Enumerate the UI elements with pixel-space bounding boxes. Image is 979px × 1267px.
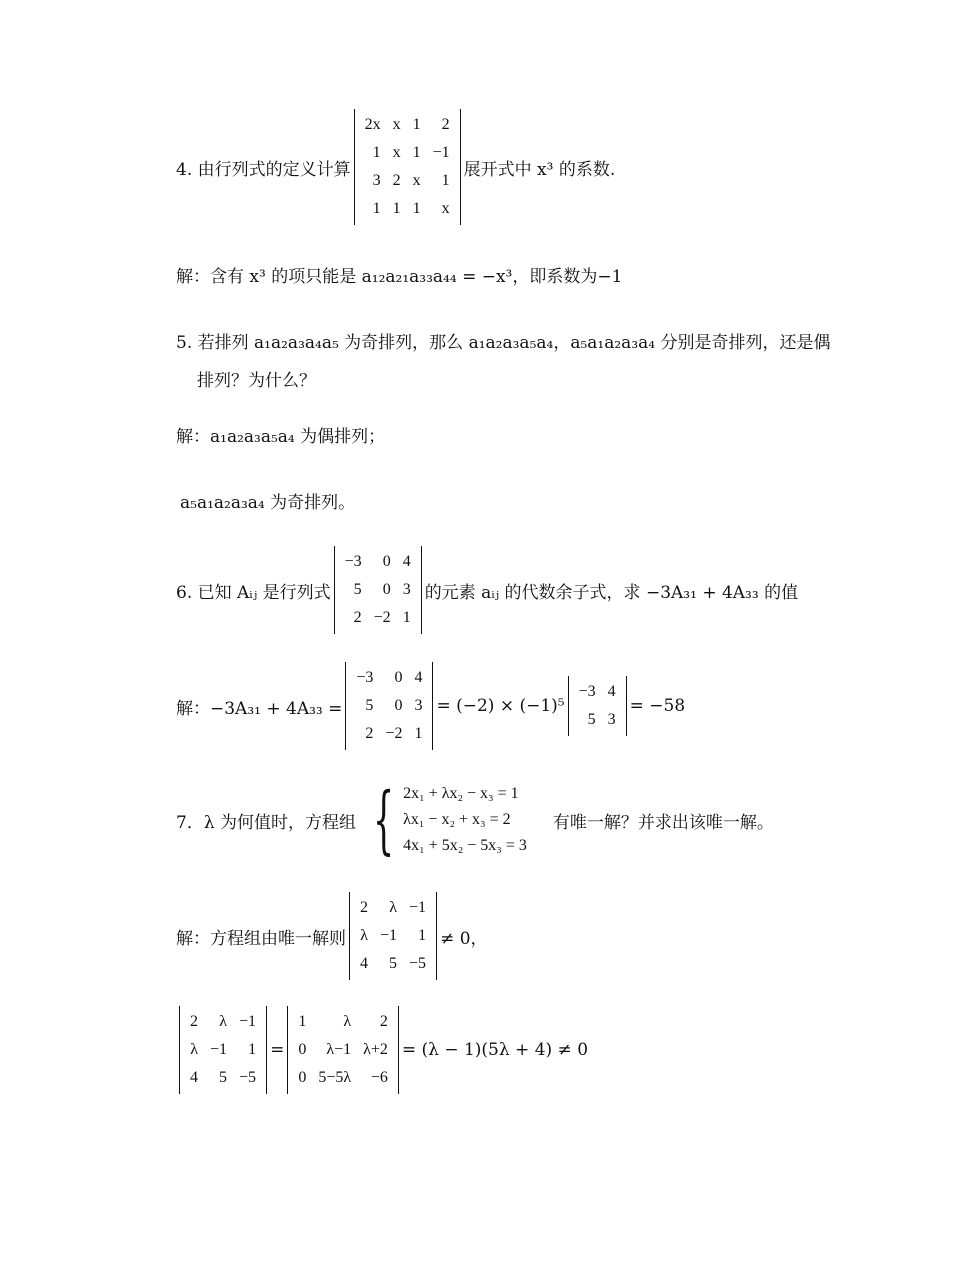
a6-result: = −58 bbox=[629, 696, 686, 716]
a5-line2: a₅a₁a₂a₃a₄ 为奇排列。 bbox=[180, 493, 356, 513]
matrix-cell: 1 bbox=[412, 144, 421, 161]
matrix-cell: −1 bbox=[409, 899, 427, 916]
matrix-cell: 3 bbox=[402, 581, 411, 598]
matrix-cell: −3 bbox=[578, 683, 596, 700]
matrix-cell: −3 bbox=[344, 553, 362, 570]
matrix-cell: 3 bbox=[372, 172, 381, 189]
matrix-cell: 5 bbox=[219, 1069, 228, 1086]
q4-prefix: 4. 由行列式的定义计算 bbox=[176, 159, 351, 180]
matrix-cell: −1 bbox=[239, 1013, 257, 1030]
matrix-cell: 1 bbox=[392, 200, 401, 217]
matrix-cell: 1 bbox=[412, 200, 421, 217]
a7b-eq: = bbox=[270, 1040, 285, 1060]
matrix-cell: 1 bbox=[414, 725, 423, 742]
matrix-cell: 5 bbox=[353, 581, 362, 598]
a4-label: 解： bbox=[176, 267, 210, 287]
q5-line1: 5. 若排列 a₁a₂a₃a₄a₅ 为奇排列，那么 a₁a₂a₃a₅a₄，a₅a₁a₂a₃a₄ 分别是奇排列，还是偶 bbox=[176, 333, 831, 353]
matrix-cell: −5 bbox=[409, 955, 427, 972]
matrix-row bbox=[292, 1064, 394, 1092]
matrix-cell: 1 bbox=[372, 144, 381, 161]
a7b-determinant-2 bbox=[287, 1006, 399, 1094]
matrix-cell: λ+2 bbox=[363, 1041, 388, 1058]
question-7 bbox=[176, 778, 774, 862]
matrix-row bbox=[359, 139, 456, 167]
matrix-cell: 1 bbox=[418, 927, 427, 944]
matrix-row bbox=[292, 1008, 394, 1036]
matrix-cell: 0 bbox=[382, 581, 391, 598]
a7-suffix: ≠ 0， bbox=[440, 928, 488, 949]
matrix-cell: 2 bbox=[441, 116, 450, 133]
matrix-row bbox=[350, 664, 428, 692]
answer-7 bbox=[176, 894, 488, 978]
q7-equation-system bbox=[360, 777, 527, 863]
matrix-row bbox=[359, 167, 456, 195]
matrix-cell: 4 bbox=[402, 553, 411, 570]
q5-line2: 排列？为什么？ bbox=[197, 371, 316, 391]
matrix-cell: λ−1 bbox=[326, 1041, 352, 1058]
matrix-cell: 0 bbox=[394, 697, 403, 714]
matrix-row bbox=[359, 195, 456, 223]
matrix-cell: 4 bbox=[360, 955, 368, 972]
a7-prefix: 解：方程组由唯一解则 bbox=[176, 928, 346, 949]
matrix-row bbox=[354, 894, 432, 922]
a6-mid: = (−2) × (−1)⁵ bbox=[436, 696, 565, 716]
matrix-cell: −6 bbox=[370, 1069, 388, 1086]
matrix-cell: 5−5λ bbox=[318, 1069, 352, 1086]
a6-prefix: 解：−3A₃₁ + 4A₃₃ = bbox=[176, 698, 343, 719]
matrix-row bbox=[359, 111, 456, 139]
matrix-cell: 3 bbox=[414, 697, 423, 714]
matrix-cell: 1 bbox=[248, 1041, 257, 1058]
matrix-cell: −1 bbox=[380, 927, 398, 944]
matrix-row bbox=[292, 1036, 394, 1064]
matrix-cell: λ bbox=[190, 1041, 198, 1058]
matrix-cell: 1 bbox=[402, 609, 411, 626]
answer-4 bbox=[176, 262, 622, 287]
matrix-row bbox=[354, 922, 432, 950]
matrix-cell: 0 bbox=[382, 553, 391, 570]
matrix-cell: 4 bbox=[607, 683, 616, 700]
matrix-cell: 2 bbox=[392, 172, 401, 189]
matrix-cell: 3 bbox=[607, 711, 616, 728]
q6-matrix bbox=[339, 548, 417, 632]
matrix-row bbox=[573, 706, 622, 734]
a7b-result: = (λ − 1)(5λ + 4) ≠ 0 bbox=[401, 1040, 589, 1060]
matrix-cell: 1 bbox=[298, 1013, 307, 1030]
matrix-cell: −3 bbox=[356, 669, 374, 686]
matrix-cell: 0 bbox=[298, 1041, 307, 1058]
question-6 bbox=[176, 548, 798, 632]
matrix-row bbox=[184, 1036, 262, 1064]
matrix-cell: 1 bbox=[412, 116, 421, 133]
matrix-row bbox=[573, 678, 622, 706]
a7b-matrix1 bbox=[184, 1008, 262, 1092]
matrix-cell: λ bbox=[219, 1013, 228, 1030]
matrix-cell: −5 bbox=[239, 1069, 257, 1086]
a7b-determinant-1 bbox=[179, 1006, 267, 1094]
matrix-cell: 0 bbox=[394, 669, 403, 686]
q7-prefix: 7．λ 为何值时，方程组 bbox=[176, 812, 356, 833]
a5-line1: 解：a₁a₂a₃a₅a₄ 为偶排列； bbox=[176, 427, 386, 447]
matrix-cell: 2x bbox=[364, 116, 381, 133]
answer-6 bbox=[176, 664, 685, 748]
a7b-matrix2 bbox=[292, 1008, 394, 1092]
a6-determinant bbox=[345, 662, 433, 750]
matrix-cell: −2 bbox=[373, 609, 391, 626]
q6-determinant bbox=[334, 546, 422, 634]
matrix-cell: 5 bbox=[587, 711, 596, 728]
matrix-row bbox=[339, 604, 417, 632]
a7-matrix bbox=[354, 894, 432, 978]
matrix-cell: 2 bbox=[353, 609, 362, 626]
matrix-row bbox=[339, 576, 417, 604]
matrix-cell: 1 bbox=[441, 172, 450, 189]
a6-matrix bbox=[350, 664, 428, 748]
q7-equation-1: 2x₁ + λx₂ − x₃ = 1 bbox=[403, 785, 519, 802]
matrix-cell: 2 bbox=[379, 1013, 388, 1030]
matrix-cell: 2 bbox=[365, 725, 374, 742]
matrix-cell: λ bbox=[360, 927, 368, 944]
a4-text: 含有 x³ 的项只能是 a₁₂a₂₁a₃₃a₄₄ = −x³，即系数为−1 bbox=[210, 267, 623, 287]
matrix-row bbox=[350, 692, 428, 720]
matrix-cell: −2 bbox=[385, 725, 403, 742]
q6-prefix: 6. 已知 Aᵢⱼ 是行列式 bbox=[176, 582, 331, 603]
answer-7-expansion bbox=[176, 1008, 588, 1092]
a7-determinant bbox=[349, 892, 437, 980]
matrix-cell: λ bbox=[343, 1013, 352, 1030]
question-4 bbox=[176, 112, 615, 222]
matrix-cell: x bbox=[392, 116, 401, 133]
matrix-cell: −1 bbox=[210, 1041, 228, 1058]
matrix-cell: x bbox=[441, 200, 450, 217]
matrix-cell: −1 bbox=[432, 144, 450, 161]
matrix-cell: 5 bbox=[365, 697, 374, 714]
matrix-cell: 2 bbox=[190, 1013, 198, 1030]
matrix-cell: 2 bbox=[360, 899, 368, 916]
q7-equation-2: λx₁ − x₂ + x₃ = 2 bbox=[403, 811, 511, 828]
matrix-row bbox=[184, 1008, 262, 1036]
matrix-row bbox=[339, 548, 417, 576]
q6-suffix: 的元素 aᵢⱼ 的代数余子式，求 −3A₃₁ + 4A₃₃ 的值 bbox=[424, 582, 799, 603]
matrix-cell: 4 bbox=[190, 1069, 198, 1086]
a6-matrix2 bbox=[573, 678, 622, 734]
matrix-row bbox=[184, 1064, 262, 1092]
left-brace-icon: { bbox=[372, 777, 395, 863]
q4-matrix bbox=[359, 111, 456, 223]
matrix-cell: 4 bbox=[414, 669, 423, 686]
matrix-cell: 5 bbox=[389, 955, 398, 972]
q7-equation-3: 4x₁ + 5x₂ − 5x₃ = 3 bbox=[403, 837, 527, 854]
matrix-cell: λ bbox=[389, 899, 398, 916]
matrix-row bbox=[350, 720, 428, 748]
matrix-cell: x bbox=[392, 144, 401, 161]
q7-suffix: 有唯一解？并求出该唯一解。 bbox=[552, 812, 774, 833]
q4-suffix: 展开式中 x³ 的系数. bbox=[463, 159, 616, 180]
matrix-cell: 0 bbox=[298, 1069, 307, 1086]
a6-minor-determinant bbox=[568, 676, 627, 736]
matrix-row bbox=[354, 950, 432, 978]
matrix-cell: 1 bbox=[372, 200, 381, 217]
matrix-cell: x bbox=[412, 172, 421, 189]
q4-determinant bbox=[354, 109, 461, 225]
